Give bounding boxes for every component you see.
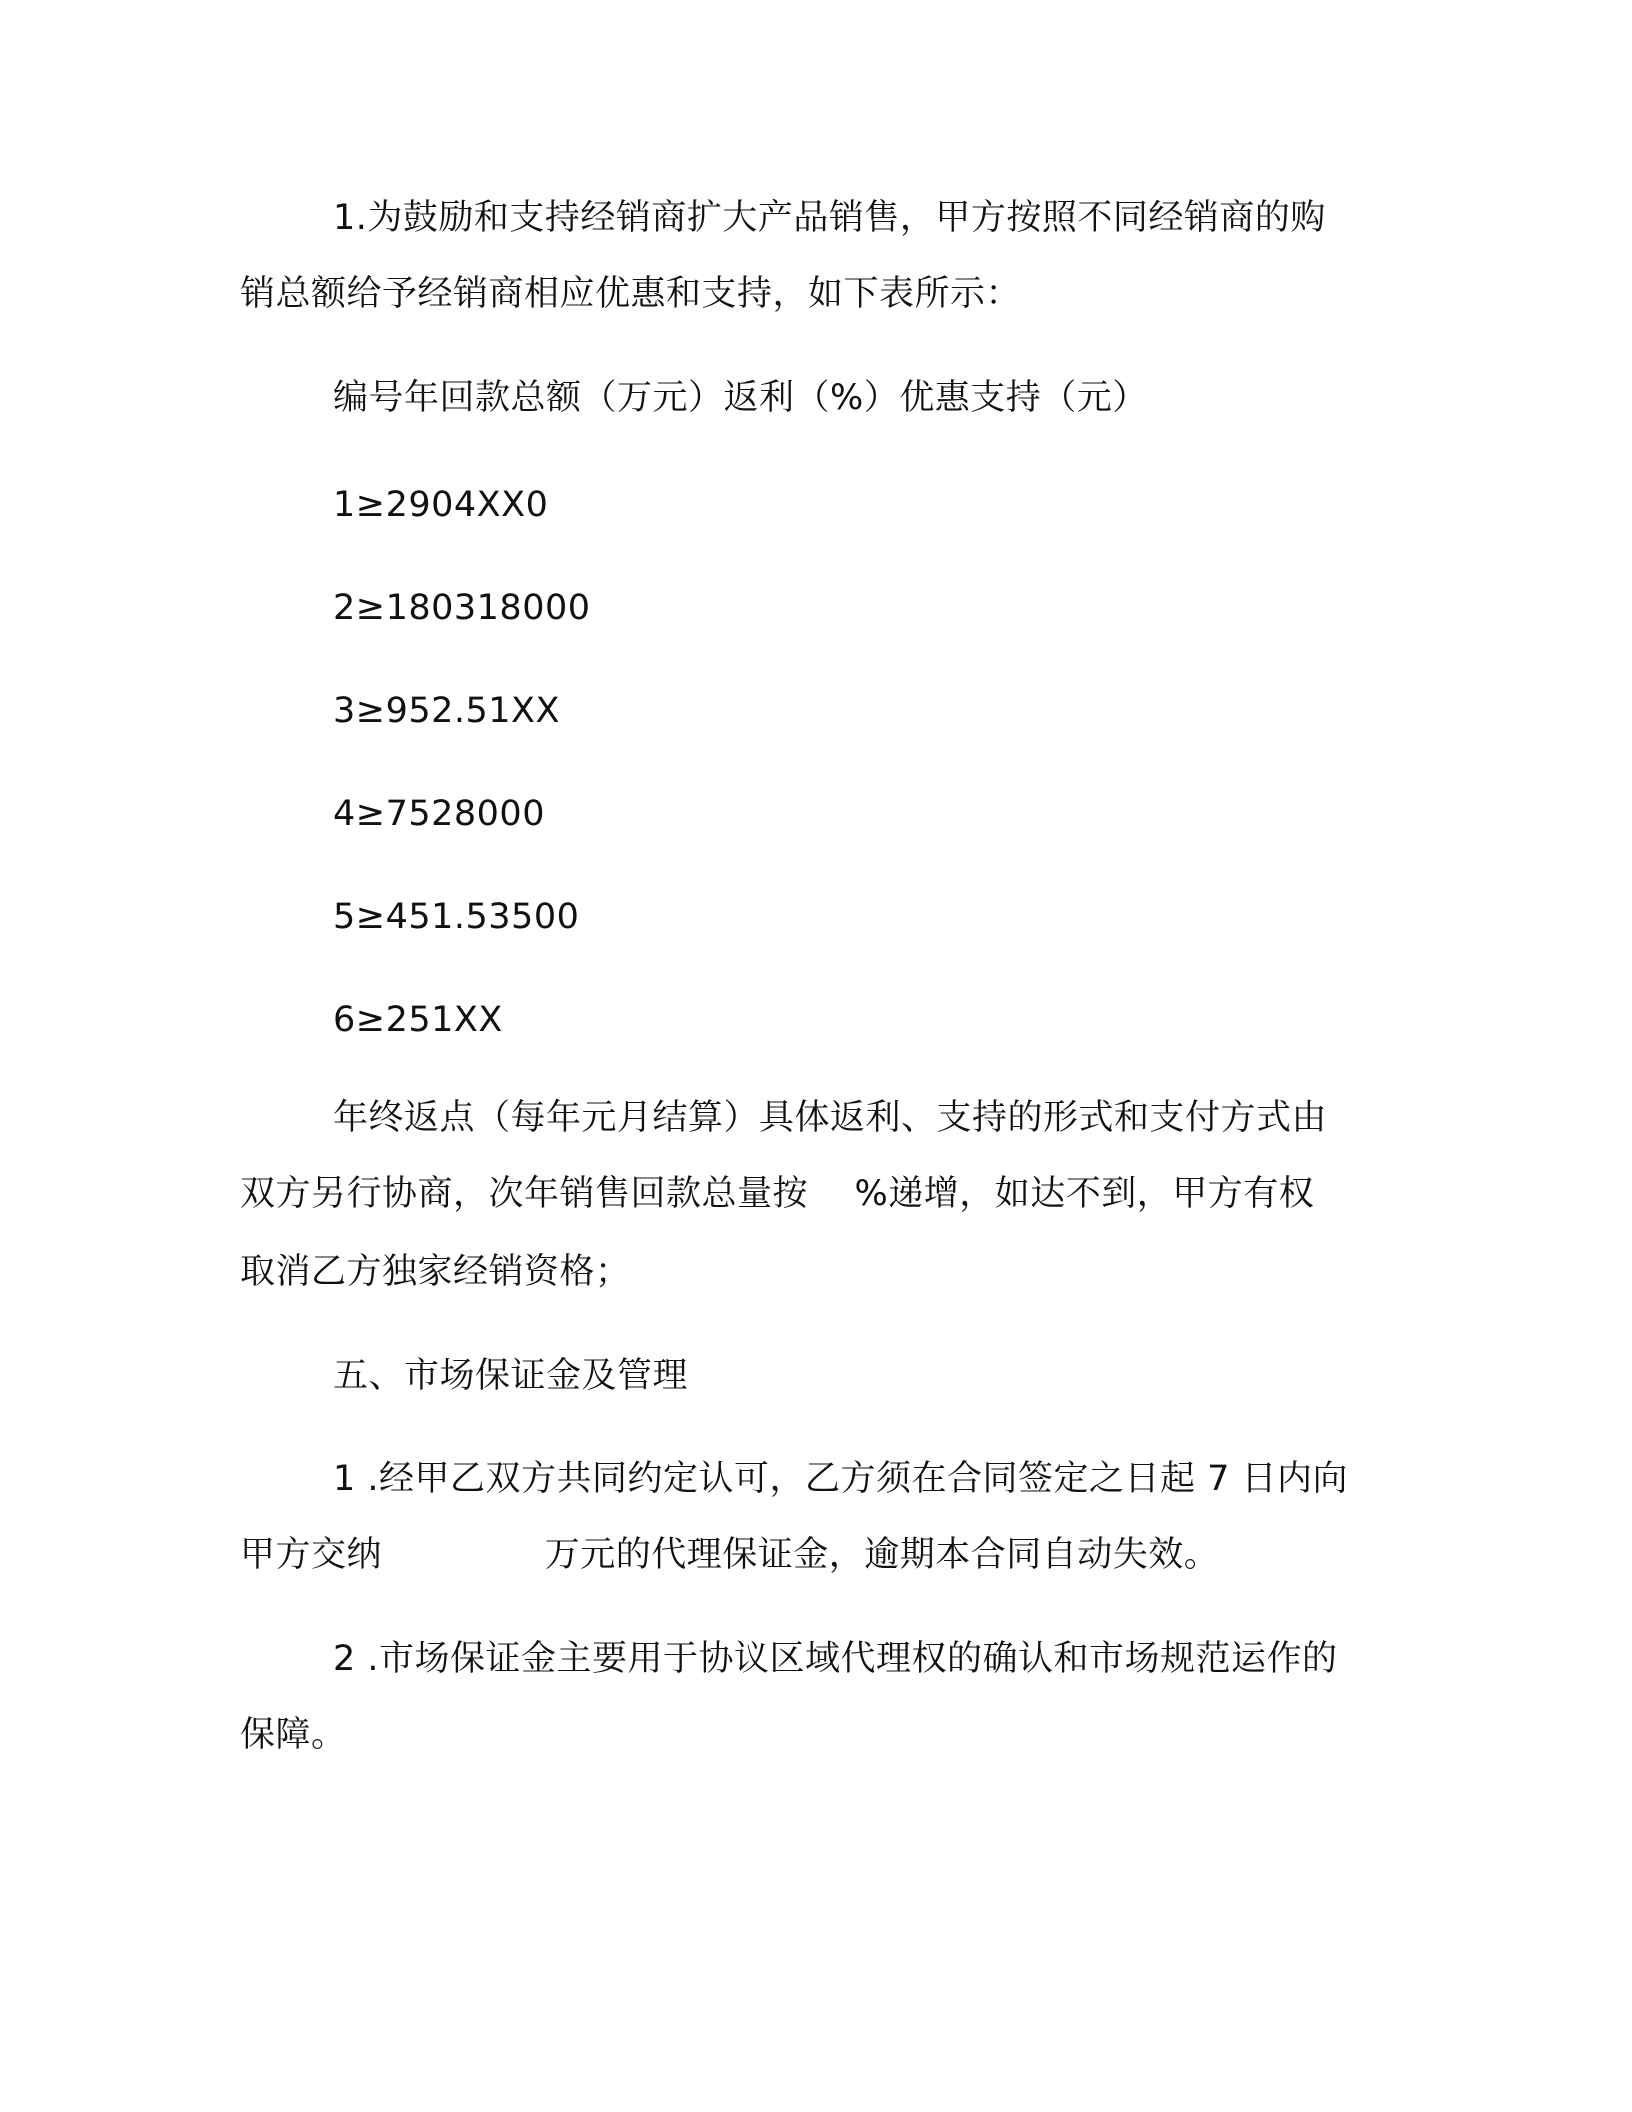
section5-item1-line1: 1 .经甲乙双方共同约定认可，乙方须在合同签定之日起 7 日内向 xyxy=(333,1459,1349,1499)
section5-item2-line1: 2 .市场保证金主要用于协议区域代理权的确认和市场规范运作的 xyxy=(333,1639,1338,1679)
table-header: 编号年回款总额（万元）返利（%）优惠支持（元） xyxy=(333,378,1148,418)
table-row-2: 2≥180318000 xyxy=(333,588,591,628)
table-row-4: 4≥7528000 xyxy=(333,794,545,834)
paragraph1-line1: 1.为鼓励和支持经销商扩大产品销售，甲方按照不同经销商的购 xyxy=(333,198,1326,238)
section5-item2-line2: 保障。 xyxy=(240,1715,347,1755)
table-row-3: 3≥952.51XX xyxy=(333,691,561,731)
section5-title: 五、市场保证金及管理 xyxy=(333,1356,689,1396)
table-row-1: 1≥2904XX0 xyxy=(333,485,549,525)
paragraph1-line2: 销总额给予经销商相应优惠和支持，如下表所示： xyxy=(240,274,1022,314)
section5-item1-line2: 甲方交纳 万元的代理保证金，逾期本合同自动失效。 xyxy=(240,1535,1220,1575)
paragraph2-line1: 年终返点（每年元月结算）具体返利、支持的形式和支付方式由 xyxy=(333,1098,1328,1138)
table-row-5: 5≥451.53500 xyxy=(333,897,580,937)
paragraph2-line2: 双方另行协商，次年销售回款总量按 %递增，如达不到，甲方有权 xyxy=(240,1174,1315,1214)
paragraph2-line3: 取消乙方独家经销资格； xyxy=(240,1252,631,1292)
table-row-6: 6≥251XX xyxy=(333,1000,503,1040)
